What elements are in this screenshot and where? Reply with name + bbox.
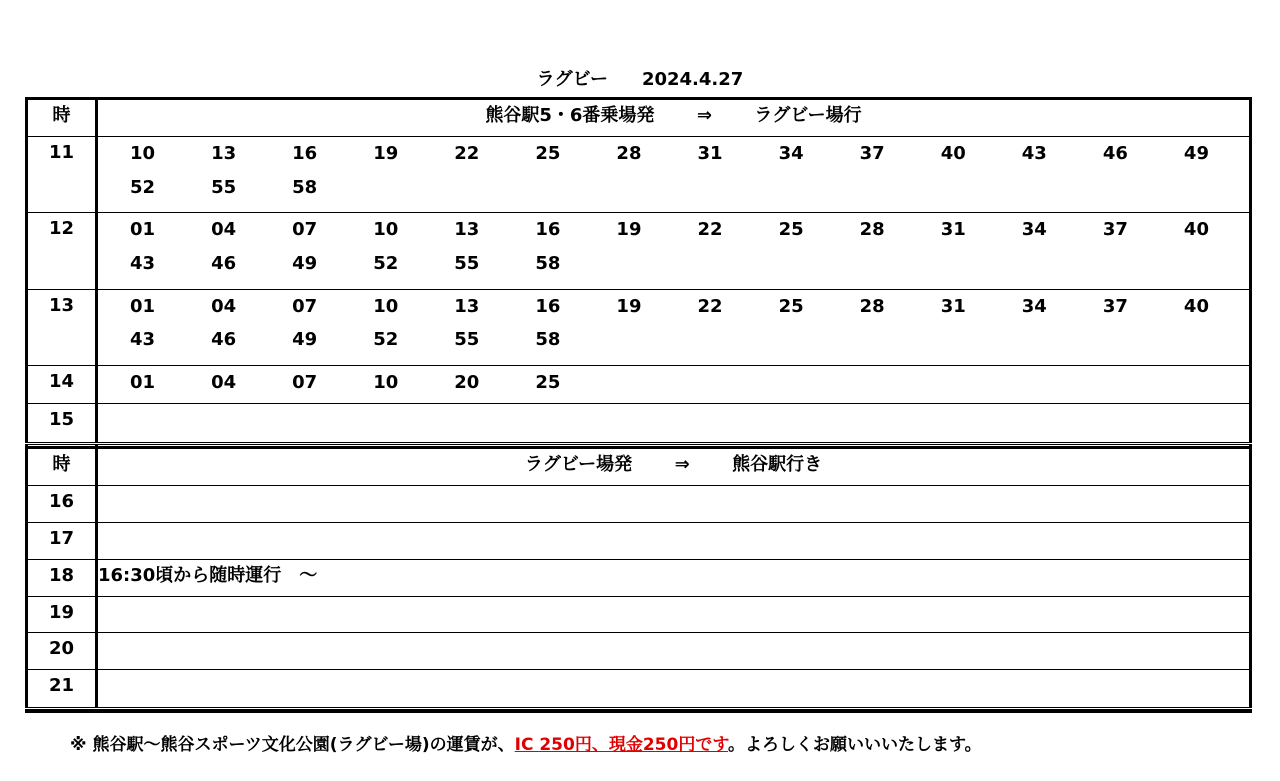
- departure-minute: 49: [292, 252, 318, 274]
- departure-minute: 25: [535, 371, 561, 393]
- departure-minute: 37: [1102, 219, 1128, 241]
- departure-minute: 13: [211, 143, 237, 165]
- hour-cell: 20: [27, 633, 97, 670]
- departure-minute: 40: [940, 143, 966, 165]
- blank-hour-cell: [27, 708, 97, 711]
- departure-minute: 31: [697, 143, 723, 165]
- departure-minute: 55: [211, 176, 237, 198]
- outbound-hour-row: [27, 365, 1251, 404]
- minutes-cell: [97, 213, 1251, 289]
- hour-cell: 15: [27, 404, 97, 444]
- fare-note-fare: IC 250円、現金250円です: [514, 735, 728, 755]
- departure-minute: 04: [211, 295, 237, 317]
- minutes-list: [98, 213, 1249, 280]
- service-note: [97, 485, 1251, 522]
- departure-minute: 31: [940, 295, 966, 317]
- inbound-hour-row: [27, 633, 1251, 670]
- departure-minute: 16: [535, 219, 561, 241]
- empty-slot: [102, 404, 183, 438]
- departure-minute: 46: [211, 329, 237, 350]
- minutes-list: [98, 366, 1249, 400]
- outbound-from: 熊谷駅5・6番乗場発: [485, 105, 655, 126]
- outbound-hour-row: [27, 213, 1251, 289]
- departure-minute: 13: [454, 295, 480, 317]
- fare-note-suffix: 。よろしくお願いいいたします。: [727, 735, 982, 755]
- departure-minute: 40: [1183, 295, 1209, 317]
- inbound-header-row: [27, 447, 1251, 485]
- minutes-list: [98, 290, 1249, 357]
- outbound-hour-row: [27, 137, 1251, 213]
- departure-minute: 04: [211, 219, 237, 241]
- departure-minute: 25: [535, 143, 561, 165]
- departure-minute: 52: [373, 252, 399, 274]
- hour-cell: 12: [27, 213, 97, 289]
- outbound-route-header: [97, 99, 1251, 137]
- outbound-hour-row: [27, 289, 1251, 365]
- hour-cell: 13: [27, 289, 97, 365]
- departure-minute: 13: [454, 219, 480, 241]
- outbound-header-row: [27, 99, 1251, 137]
- departure-minute: 55: [454, 252, 480, 274]
- blank-cell: [97, 708, 1251, 711]
- departure-minute: 58: [535, 252, 561, 274]
- departure-minute: 19: [616, 295, 642, 317]
- departure-minute: 37: [859, 143, 885, 165]
- departure-minute: 49: [1183, 143, 1209, 165]
- service-note: [97, 596, 1251, 633]
- hour-cell: 19: [27, 596, 97, 633]
- page-title: [0, 68, 1280, 92]
- hour-cell: 18: [27, 559, 97, 596]
- departure-minute: 22: [454, 143, 480, 165]
- departure-minute: 22: [697, 295, 723, 317]
- departure-minute: 52: [373, 329, 399, 350]
- service-note: 16:30頃から随時運行 ～: [97, 559, 1251, 596]
- departure-minute: 22: [697, 219, 723, 241]
- departure-minute: 34: [1021, 219, 1047, 241]
- fare-note-prefix: ※ 熊谷駅～熊谷スポーツ文化公園(ラグビー場)の運賃が、: [70, 735, 515, 755]
- service-note: [97, 522, 1251, 559]
- inbound-hour-row: [27, 596, 1251, 633]
- departure-minute: 43: [130, 329, 156, 350]
- departure-minute: 04: [211, 371, 237, 393]
- departure-minute: 58: [292, 176, 318, 198]
- hour-cell: 11: [27, 137, 97, 213]
- hour-cell: 21: [27, 670, 97, 708]
- event-date: 2024.4.27: [641, 69, 744, 90]
- fare-note: [70, 732, 982, 758]
- departure-minute: 16: [535, 295, 561, 317]
- departure-minute: 10: [373, 371, 399, 393]
- outbound-hour-row: [27, 404, 1251, 444]
- departure-minute: 19: [616, 219, 642, 241]
- hour-header: 時: [27, 99, 97, 137]
- departure-minute: 40: [1183, 219, 1209, 241]
- departure-minute: 46: [1102, 143, 1128, 165]
- departure-minute: 19: [373, 143, 399, 165]
- minutes-cell: [97, 137, 1251, 213]
- departure-minute: 37: [1102, 295, 1128, 317]
- minutes-cell: [97, 365, 1251, 404]
- departure-minute: 10: [130, 143, 156, 165]
- departure-minute: 28: [859, 219, 885, 241]
- inbound-route-header: [97, 447, 1251, 485]
- inbound-hour-row: [27, 670, 1251, 708]
- departure-minute: 28: [859, 295, 885, 317]
- outbound-to: ラグビー場行: [754, 105, 862, 126]
- minutes-list: [98, 137, 1249, 204]
- minutes-cell: [97, 289, 1251, 365]
- departure-minute: 01: [130, 219, 156, 241]
- departure-minute: 49: [292, 329, 318, 350]
- inbound-from: ラグビー場発: [524, 453, 633, 475]
- timetable: [25, 97, 1252, 713]
- inbound-to: 熊谷駅行き: [732, 453, 823, 475]
- hour-header: 時: [27, 447, 97, 485]
- departure-minute: 07: [292, 219, 318, 241]
- departure-minute: 34: [778, 143, 804, 165]
- departure-minute: 55: [454, 329, 480, 350]
- departure-minute: 43: [130, 252, 156, 274]
- departure-minute: 10: [373, 219, 399, 241]
- minutes-list: [98, 404, 1249, 438]
- hour-cell: 14: [27, 365, 97, 404]
- departure-minute: 28: [616, 143, 642, 165]
- hour-cell: 16: [27, 485, 97, 522]
- arrow-icon: ⇒: [674, 453, 690, 475]
- departure-minute: 25: [778, 219, 804, 241]
- departure-minute: 01: [130, 295, 156, 317]
- service-note: [97, 670, 1251, 708]
- arrow-icon: ⇒: [696, 105, 712, 126]
- departure-minute: 01: [130, 371, 156, 393]
- blank-row: [27, 708, 1251, 711]
- event-name: ラグビー: [536, 69, 608, 90]
- service-note: [97, 633, 1251, 670]
- departure-minute: 34: [1021, 295, 1047, 317]
- hour-cell: 17: [27, 522, 97, 559]
- minutes-cell: [97, 404, 1251, 444]
- departure-minute: 25: [778, 295, 804, 317]
- departure-minute: 07: [292, 295, 318, 317]
- inbound-hour-row: [27, 485, 1251, 522]
- departure-minute: 43: [1021, 143, 1047, 165]
- departure-minute: 20: [454, 371, 480, 393]
- inbound-hour-row: [27, 522, 1251, 559]
- departure-minute: 16: [292, 143, 318, 165]
- departure-minute: 07: [292, 371, 318, 393]
- inbound-hour-row: [27, 559, 1251, 596]
- departure-minute: 46: [211, 252, 237, 274]
- departure-minute: 31: [940, 219, 966, 241]
- departure-minute: 10: [373, 295, 399, 317]
- departure-minute: 52: [130, 176, 156, 198]
- departure-minute: 58: [535, 329, 561, 350]
